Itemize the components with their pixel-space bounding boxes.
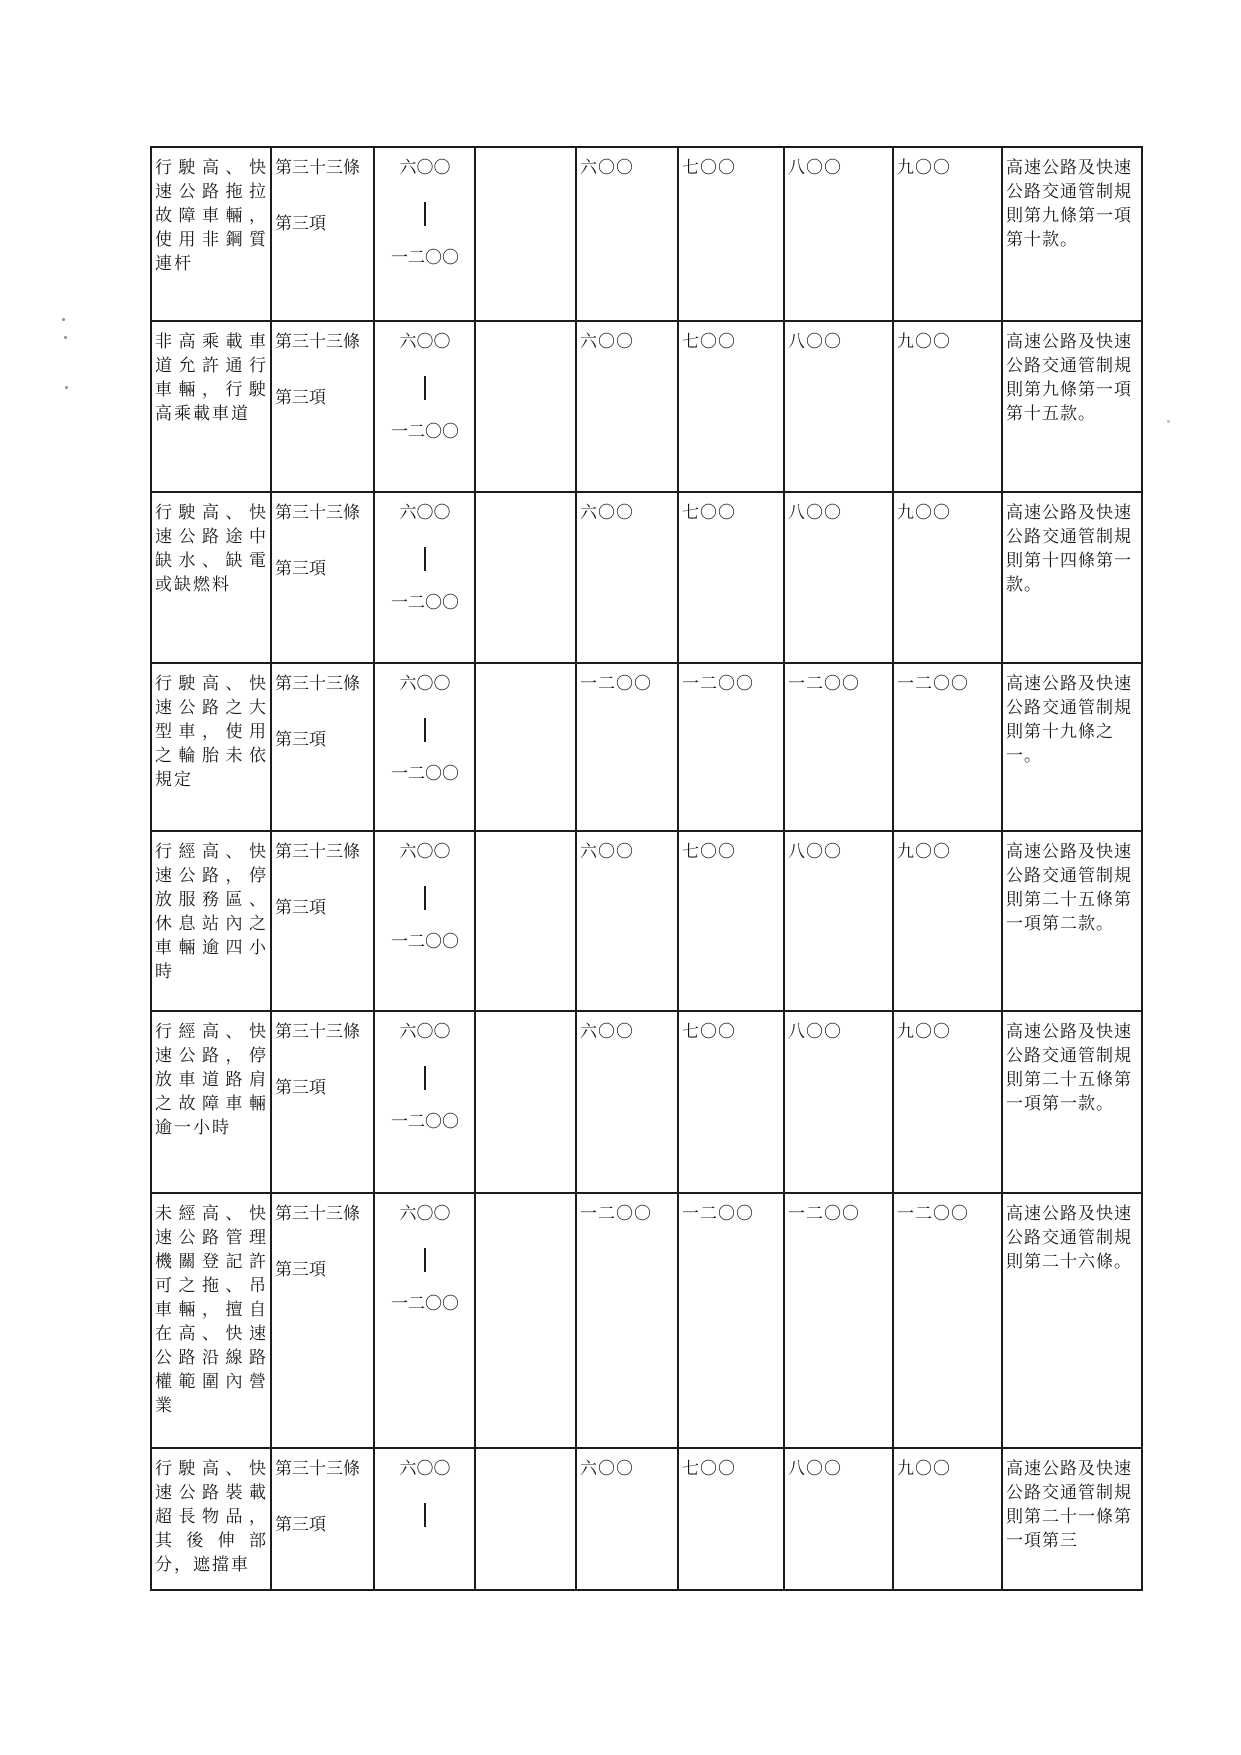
fine-amount-tier-1: 六〇〇 — [576, 147, 678, 321]
article-number: 第三十三條 — [275, 842, 360, 862]
article-paragraph: 第三項 — [275, 1078, 326, 1098]
fine-range-cell — [374, 663, 475, 831]
fine-range-high: 一二〇〇 — [391, 764, 459, 784]
empty-column-cell — [475, 1448, 576, 1590]
fine-range-cell — [374, 1011, 475, 1193]
fine-amount-tier-2: 七〇〇 — [678, 321, 784, 492]
table-row — [151, 147, 1142, 321]
article-paragraph: 第三項 — [275, 388, 326, 408]
violation-description: 行駛高、快速公路裝載超長物品，其後伸部分，遮擋車 — [151, 1448, 271, 1590]
legal-article-cell — [271, 1448, 374, 1590]
fine-range-low: 六〇〇 — [399, 1022, 451, 1042]
article-paragraph: 第三項 — [275, 1260, 326, 1280]
regulation-note: 高速公路及快速公路交通管制規則第十四條第一款。 — [1002, 492, 1142, 663]
fine-amount-tier-2: 七〇〇 — [678, 831, 784, 1011]
table-row — [151, 321, 1142, 492]
fine-range-high: 一二〇〇 — [391, 1294, 459, 1314]
table-row — [151, 1448, 1142, 1590]
fine-range-low: 六〇〇 — [399, 1459, 451, 1479]
fine-amount-tier-2: 七〇〇 — [678, 1448, 784, 1590]
fine-amount-tier-4: 一二〇〇 — [893, 663, 1002, 831]
fine-range-cell — [374, 492, 475, 663]
fine-range-high: 一二〇〇 — [391, 932, 459, 952]
fine-amount-tier-1: 六〇〇 — [576, 831, 678, 1011]
fine-range-dash — [424, 718, 426, 742]
fine-range-low: 六〇〇 — [399, 158, 451, 178]
table-row — [151, 1011, 1142, 1193]
article-paragraph: 第三項 — [275, 898, 326, 918]
fine-amount-tier-2: 一二〇〇 — [678, 663, 784, 831]
fine-amount-tier-4: 九〇〇 — [893, 1448, 1002, 1590]
fine-amount-tier-4: 九〇〇 — [893, 147, 1002, 321]
violation-description: 行經高、快速公路，停放車道路肩之故障車輛逾一小時 — [151, 1011, 271, 1193]
article-number: 第三十三條 — [275, 1022, 360, 1042]
scan-speck — [62, 318, 65, 321]
fine-amount-tier-1: 六〇〇 — [576, 321, 678, 492]
table-row — [151, 663, 1142, 831]
fine-amount-tier-2: 七〇〇 — [678, 1011, 784, 1193]
penalty-table — [150, 146, 1143, 1591]
legal-article-cell — [271, 147, 374, 321]
fine-amount-tier-4: 九〇〇 — [893, 492, 1002, 663]
fine-range-high: 一二〇〇 — [391, 248, 459, 268]
fine-amount-tier-1: 六〇〇 — [576, 1011, 678, 1193]
fine-amount-tier-3: 八〇〇 — [784, 321, 893, 492]
fine-range-low: 六〇〇 — [399, 332, 451, 352]
empty-column-cell — [475, 492, 576, 663]
fine-amount-tier-4: 九〇〇 — [893, 1011, 1002, 1193]
fine-amount-tier-3: 八〇〇 — [784, 1448, 893, 1590]
empty-column-cell — [475, 147, 576, 321]
legal-article-cell — [271, 492, 374, 663]
fine-amount-tier-3: 八〇〇 — [784, 492, 893, 663]
empty-column-cell — [475, 321, 576, 492]
fine-amount-tier-1: 一二〇〇 — [576, 663, 678, 831]
fine-range-cell — [374, 831, 475, 1011]
regulation-note: 高速公路及快速公路交通管制規則第九條第一項第十款。 — [1002, 147, 1142, 321]
fine-range-dash — [424, 376, 426, 400]
scan-speck — [65, 386, 68, 389]
article-paragraph: 第三項 — [275, 214, 326, 234]
fine-range-dash — [424, 202, 426, 226]
regulation-note: 高速公路及快速公路交通管制規則第二十一條第一項第三 — [1002, 1448, 1142, 1590]
fine-range-cell — [374, 1193, 475, 1448]
fine-amount-tier-2: 七〇〇 — [678, 147, 784, 321]
fine-amount-tier-1: 六〇〇 — [576, 492, 678, 663]
article-paragraph: 第三項 — [275, 730, 326, 750]
fine-amount-tier-4: 一二〇〇 — [893, 1193, 1002, 1448]
scan-speck — [1167, 420, 1170, 423]
fine-range-cell — [374, 321, 475, 492]
fine-amount-tier-4: 九〇〇 — [893, 321, 1002, 492]
fine-range-dash — [424, 886, 426, 910]
fine-range-low: 六〇〇 — [399, 1204, 451, 1224]
regulation-note: 高速公路及快速公路交通管制規則第二十五條第一項第二款。 — [1002, 831, 1142, 1011]
empty-column-cell — [475, 1011, 576, 1193]
penalty-table-body — [151, 147, 1142, 1590]
article-number: 第三十三條 — [275, 332, 360, 352]
empty-column-cell — [475, 1193, 576, 1448]
article-number: 第三十三條 — [275, 1204, 360, 1224]
article-paragraph: 第三項 — [275, 559, 326, 579]
fine-amount-tier-2: 一二〇〇 — [678, 1193, 784, 1448]
article-number: 第三十三條 — [275, 1459, 360, 1479]
violation-description: 未經高、快速公路管理機關登記許可之拖、吊車輛，擅自在高、快速公路沿線路權範圍內營業 — [151, 1193, 271, 1448]
table-row — [151, 831, 1142, 1011]
article-number: 第三十三條 — [275, 503, 360, 523]
legal-article-cell — [271, 1193, 374, 1448]
regulation-note: 高速公路及快速公路交通管制規則第二十五條第一項第一款。 — [1002, 1011, 1142, 1193]
legal-article-cell — [271, 1011, 374, 1193]
violation-description: 行駛高、快速公路之大型車，使用之輪胎未依規定 — [151, 663, 271, 831]
regulation-note: 高速公路及快速公路交通管制規則第二十六條。 — [1002, 1193, 1142, 1448]
fine-range-high: 一二〇〇 — [391, 593, 459, 613]
fine-range-low: 六〇〇 — [399, 674, 451, 694]
fine-range-cell — [374, 1448, 475, 1590]
fine-amount-tier-3: 一二〇〇 — [784, 663, 893, 831]
article-number: 第三十三條 — [275, 674, 360, 694]
fine-amount-tier-3: 八〇〇 — [784, 147, 893, 321]
table-row — [151, 1193, 1142, 1448]
fine-range-dash — [424, 547, 426, 571]
fine-amount-tier-4: 九〇〇 — [893, 831, 1002, 1011]
regulation-note: 高速公路及快速公路交通管制規則第九條第一項第十五款。 — [1002, 321, 1142, 492]
fine-range-low: 六〇〇 — [399, 842, 451, 862]
empty-column-cell — [475, 831, 576, 1011]
fine-range-dash — [424, 1066, 426, 1090]
empty-column-cell — [475, 663, 576, 831]
fine-range-cell — [374, 147, 475, 321]
violation-description: 行駛高、快速公路途中缺水、缺電或缺燃料 — [151, 492, 271, 663]
violation-description: 行經高、快速公路，停放服務區、休息站內之車輛逾四小時 — [151, 831, 271, 1011]
fine-amount-tier-2: 七〇〇 — [678, 492, 784, 663]
article-paragraph: 第三項 — [275, 1515, 326, 1535]
fine-amount-tier-3: 一二〇〇 — [784, 1193, 893, 1448]
fine-amount-tier-3: 八〇〇 — [784, 831, 893, 1011]
article-number: 第三十三條 — [275, 158, 360, 178]
violation-description: 非高乘載車道允許通行車輛，行駛高乘載車道 — [151, 321, 271, 492]
fine-range-low: 六〇〇 — [399, 503, 451, 523]
fine-range-dash — [424, 1503, 426, 1527]
legal-article-cell — [271, 663, 374, 831]
fine-amount-tier-1: 六〇〇 — [576, 1448, 678, 1590]
fine-range-dash — [424, 1248, 426, 1272]
fine-range-high: 一二〇〇 — [391, 422, 459, 442]
fine-amount-tier-3: 八〇〇 — [784, 1011, 893, 1193]
legal-article-cell — [271, 831, 374, 1011]
fine-range-high: 一二〇〇 — [391, 1112, 459, 1132]
violation-description: 行駛高、快速公路拖拉故障車輛，使用非鋼質連杆 — [151, 147, 271, 321]
legal-article-cell — [271, 321, 374, 492]
table-row — [151, 492, 1142, 663]
regulation-note: 高速公路及快速公路交通管制規則第十九條之一。 — [1002, 663, 1142, 831]
scan-speck — [64, 336, 67, 339]
fine-amount-tier-1: 一二〇〇 — [576, 1193, 678, 1448]
